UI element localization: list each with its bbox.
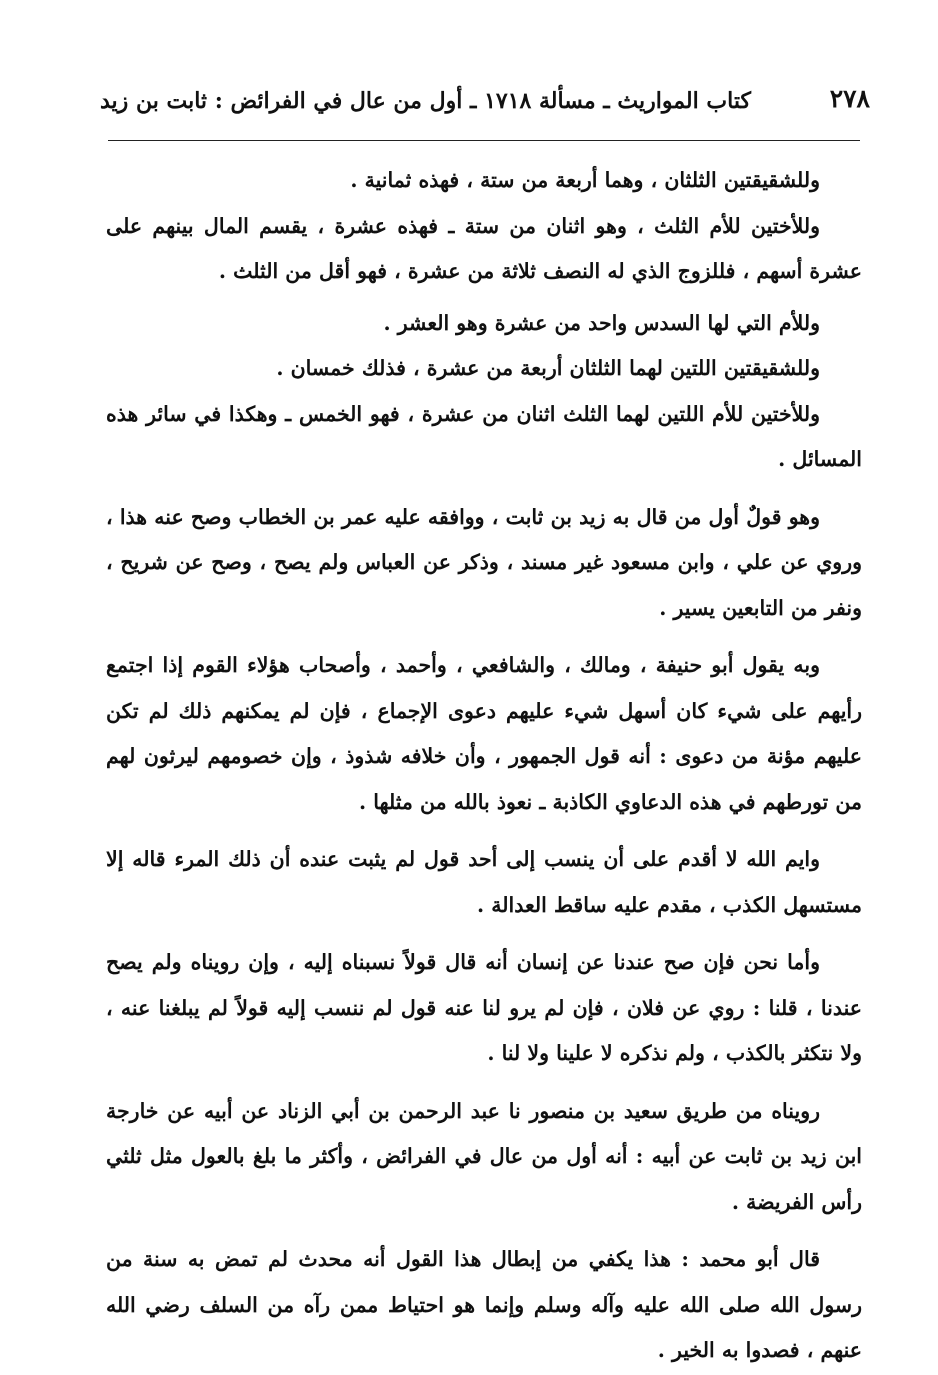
paragraph: رويناه من طريق سعيد بن منصور نا عبد الرحمن بن أبي الزناد عن أبيه عن خارجة ابن زيد بن ثابت عن أبيه : أنه أول من عال في الفرائض ، وأكثر ما بلغ بالعول مثل ثلثي رأس الفريضة . <box>106 1098 862 1214</box>
paragraph: وايم الله لا أقدم على أن ينسب إلى أحد قول لم يثبت عنده أن ذلك المرء قاله إلا مستسهل الكذب ، مقدم عليه ساقط العدالة . <box>106 847 862 917</box>
paragraph: وهو قولٌ أول من قال به زيد بن ثابت ، ووافقه عليه عمر بن الخطاب وصح عنه هذا ، وروي عن علي ، وابن مسعود غير مسند ، وذكر عن العباس ولم يصح ، وصح عن شريح ، ونفر من التابعين يسير . <box>106 504 862 620</box>
paragraph: وأما نحن فإن صح عندنا عن إنسان أنه قال قولاً نسبناه إليه ، وإن رويناه ولم يصح عندنا ، قلنا : روي عن فلان ، فإن لم يرو لنا عنه قول لم ننسب إليه قولاً لم يبلغنا عنه ، ولا نتكثر بالكذب ، ولم نذكره لا علينا ولا لنا . <box>106 950 862 1065</box>
header-divider <box>108 140 860 141</box>
paragraph: وللأختين للأم الثلث ، وهو اثنان من ستة ـ فهذه عشرة ، يقسم المال بينهم على عشرة أسهم ، فللزوج الذي له النصف ثلاثة من عشرة ، فهو أقل من الثلث . <box>106 213 862 283</box>
paragraph: وللشقيقتين الثلثان ، وهما أربعة من ستة ، فهذه ثمانية . <box>350 168 820 192</box>
running-title: كتاب المواريث ـ مسألة ١٧١٨ ـ أول من عال في الفرائض : ثابت بن زيد <box>100 88 751 114</box>
page-header <box>100 84 870 124</box>
paragraph: وللشقيقتين اللتين لهما الثلثان أربعة من عشرة ، فذلك خمسان . <box>276 356 820 380</box>
body-text <box>106 158 862 1374</box>
paragraph: وللأختين للأم اللتين لهما الثلث اثنان من عشرة ، فهو الخمس ـ وهكذا في سائر هذه المسائل . <box>106 401 862 471</box>
paragraph: وللأم التي لها السدس واحد من عشرة وهو العشر . <box>383 310 820 335</box>
paragraph: قال أبو محمد : هذا يكفي من إبطال هذا القول أنه محدث لم تمض به سنة من رسول الله صلى الله عليه وآله وسلم وإنما هو احتياط ممن رآه من السلف رضي الله عنهم ، فصدوا به الخير . <box>106 1247 862 1362</box>
paragraph: وبه يقول أبو حنيفة ، ومالك ، والشافعي ، وأحمد ، وأصحاب هؤلاء القوم إذا اجتمع رأيهم على شيء كان أسهل شيء عليهم دعوى الإجماع ، فإن لم يمكنهم ذلك لم تكن عليهم مؤنة من دعوى : أنه قول الجمهور ، وأن خلافه شذوذ ، وإن خصومهم ليرثون لهم من تورطهم في هذه الدعاوي الكاذبة ـ نعوذ بالله من مثلها . <box>106 653 862 814</box>
page-number: ٢٧٨ <box>829 84 870 113</box>
